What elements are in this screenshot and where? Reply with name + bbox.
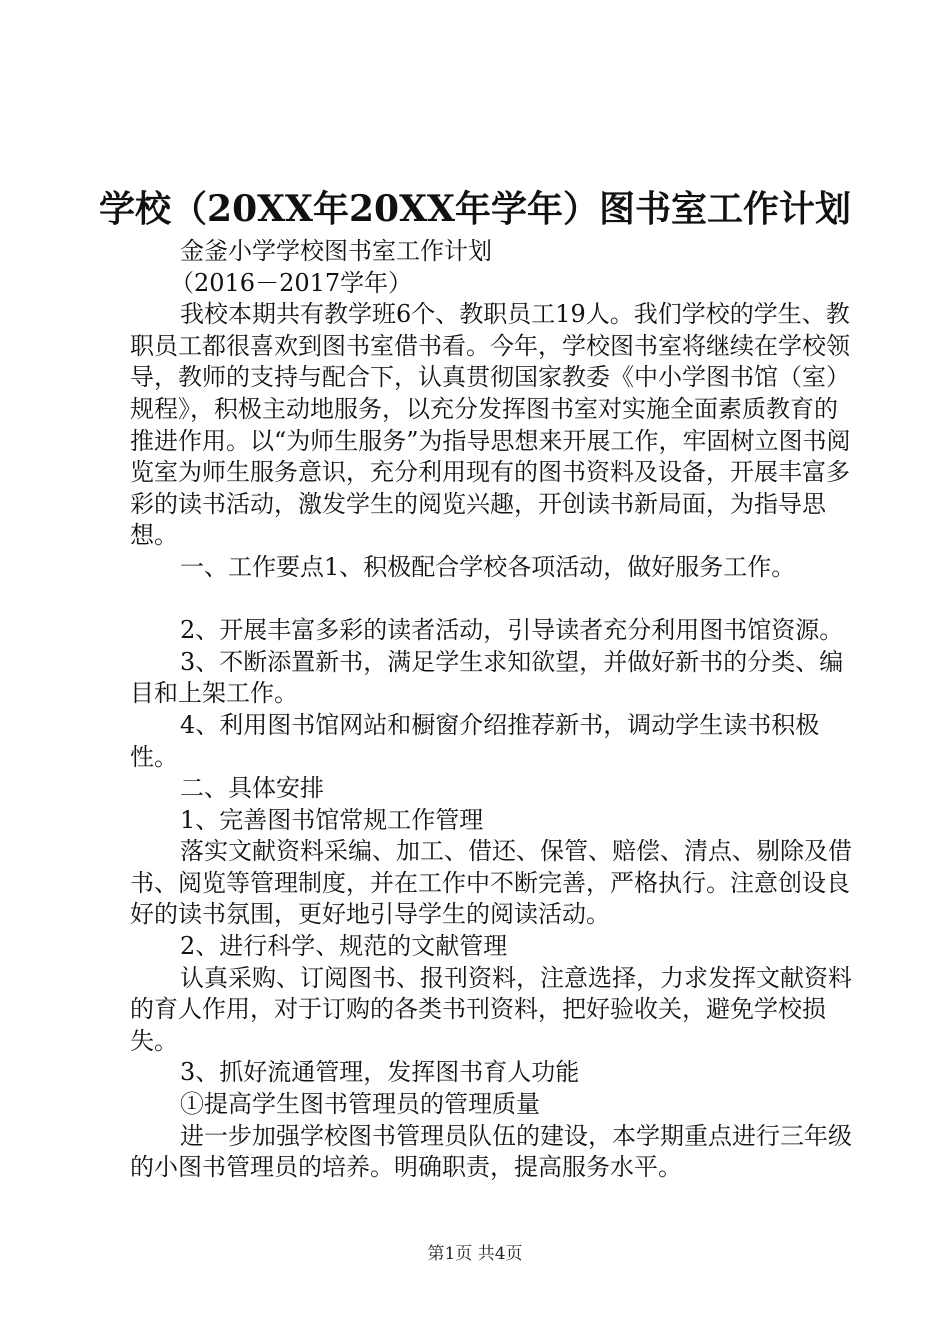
paragraph-document-management: 认真采购、订阅图书、报刊资料，注意选择，力求发挥文献资料的育人作用，对于订购的各类书刊资料，把好验收关，避免学校损失。: [130, 963, 852, 1055]
section-heading-arrangements: 二、具体安排: [180, 774, 324, 803]
paragraph-librarian-training: 进一步加强学校图书管理员队伍的建设，本学期重点进行三年级的小图书管理员的培养。明确职责，提高服务水平。: [130, 1121, 852, 1182]
document-body: [130, 236, 860, 1184]
subheading-routine-management: 1、完善图书馆常规工作管理: [180, 805, 484, 834]
document-title: 学校（20XX年20XX年学年）图书室工作计划: [99, 188, 851, 230]
paragraph-work-points-4: 4、利用图书馆网站和橱窗介绍推荐新书，调动学生读书积极性。: [130, 710, 820, 771]
subheading-document-management: 2、进行科学、规范的文献管理: [180, 932, 508, 961]
paragraph-school-year: （2016－2017学年）: [170, 268, 413, 297]
paragraph-work-points-2: 2、开展丰富多彩的读者活动，引导读者充分利用图书馆资源。: [180, 616, 844, 645]
paragraph-work-points-1: 一、工作要点1、积极配合学校各项活动，做好服务工作。: [180, 552, 796, 581]
paragraph-school-plan-title: 金釜小学学校图书室工作计划: [180, 237, 492, 265]
subheading-librarian-quality: ①提高学生图书管理员的管理质量: [180, 1090, 540, 1119]
subheading-circulation-management: 3、抓好流通管理，发挥图书育人功能: [180, 1058, 580, 1087]
paragraph-introduction: 我校本期共有教学班6个、教职员工19人。我们学校的学生、教职员工都很喜欢到图书室借书看。今年，学校图书室将继续在学校领导，教师的支持与配合下，认真贯彻国家教委《中小学图书馆（室）规程》，积极主动地服务，以充分发挥图书室对实施全面素质教育的推进作用。以“为师生服务”为指导思想来开展工作，牢固树立图书阅览室为师生服务意识，充分利用现有的图书资料及设备，开展丰富多彩的读书活动，激发学生的阅览兴趣，开创读书新局面，为指导思想。: [130, 300, 851, 550]
paragraph-routine-management: 落实文献资料采编、加工、借还、保管、赔偿、清点、剔除及借书、阅览等管理制度，并在工作中不断完善，严格执行。注意创设良好的读书氛围，更好地引导学生的阅读活动。: [130, 837, 852, 929]
page-footer: 第1页 共4页: [427, 1244, 523, 1264]
paragraph-work-points-3: 3、不断添置新书，满足学生求知欲望，并做好新书的分类、编目和上架工作。: [130, 647, 844, 708]
